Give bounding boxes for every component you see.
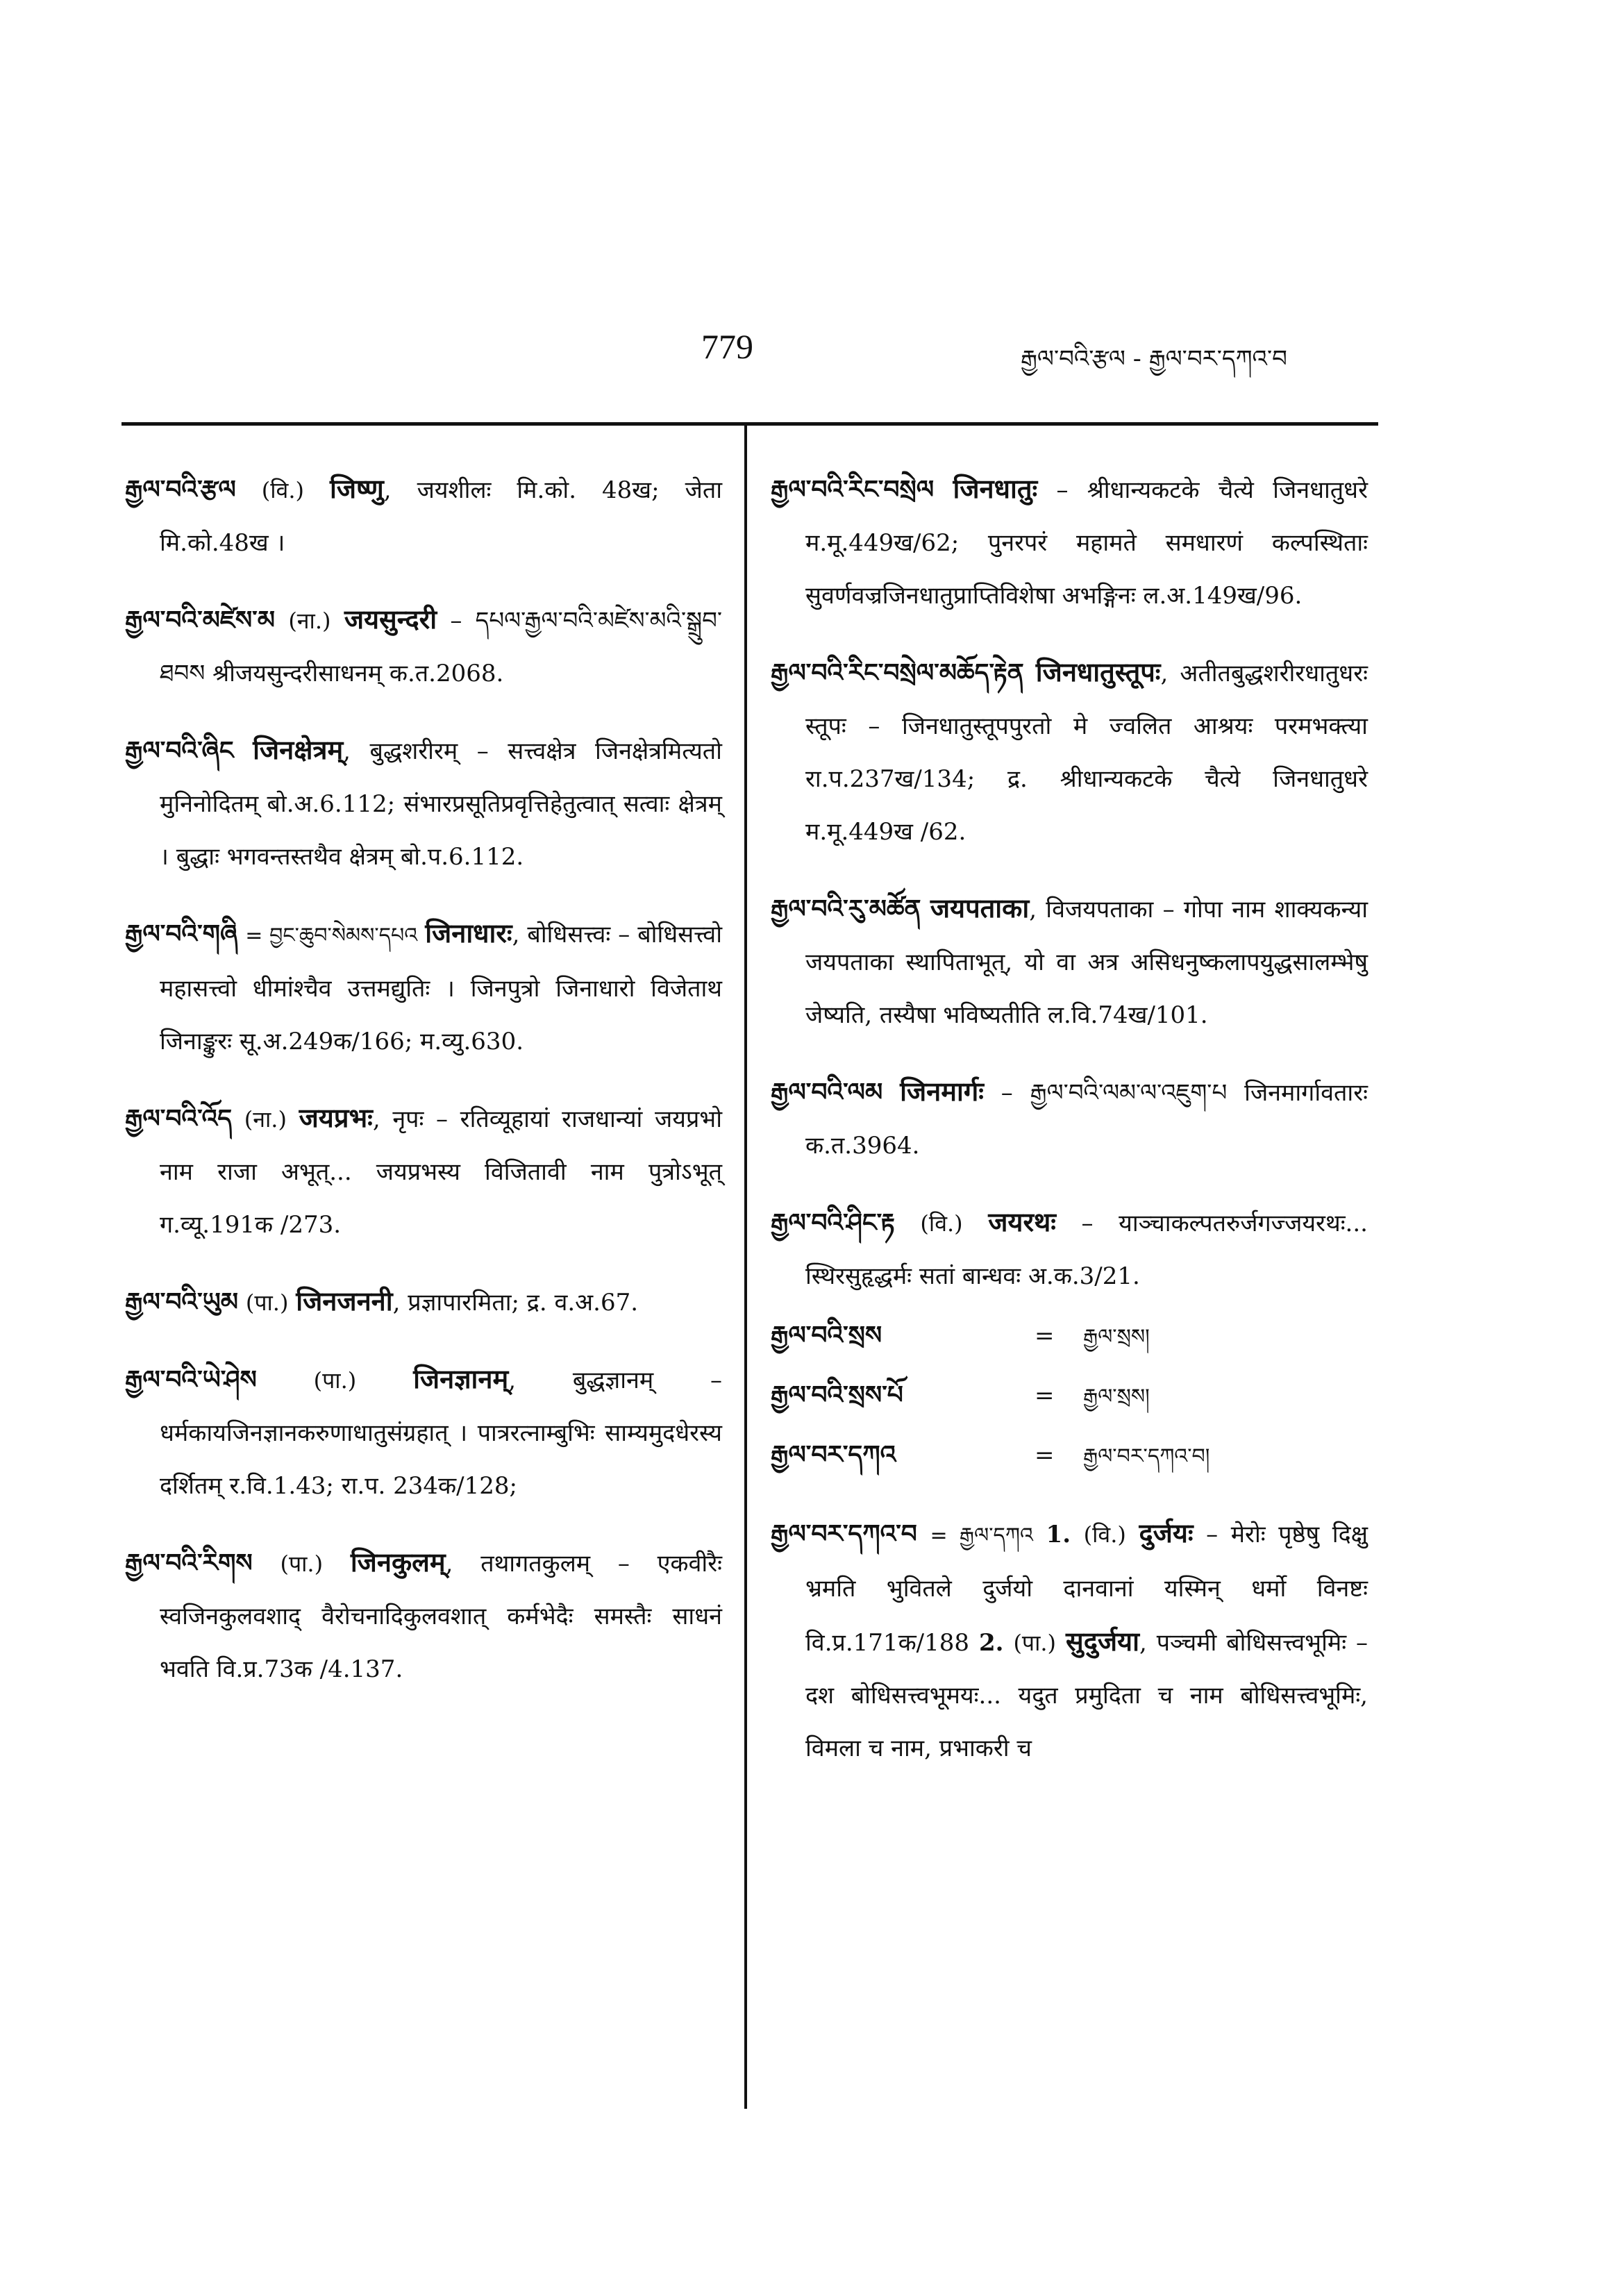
entry-headword: རྒྱལ་བའི་ཞིང [125,737,234,765]
entry-equivalent: जिनकुलम् [350,1546,446,1578]
entry-headword: རྒྱལ་བའི་ཡུམ [125,1288,239,1317]
entry-body: – དཔལ་རྒྱལ་བའི་མཛེས་མའི་སྒྲུབ་ཐབས श्रीजयसुन्दरीसाधनम् क.त.2068. [160,607,722,687]
sense-number: 1. [1046,1521,1071,1548]
entry-body: – याञ्चाकल्पतरुर्जगज्जयरथः... स्थिरसुहृद्धर्मः सतां बान्धवः अ.क.3/21. [805,1210,1368,1290]
entry-tag: (ना.) [288,608,331,634]
xref-target: རྒྱལ་བར་དཀའ་བ། [1083,1444,1210,1469]
entry-headword: རྒྱལ་བའི་འོད [125,1105,233,1133]
entry-equivalent: जयरथः [988,1206,1056,1237]
sense-tag: (पा.) [1013,1630,1057,1656]
xref-target: རྒྱལ་སྲས། [1083,1385,1150,1409]
entry-body: , तथागतकुलम् – एकवीरैः स्वजिनकुलवशाद् वैरोचनादिकुलवशात् कर्मभेदैः समस्तैः साधनं भवति वि.प्र.73क /4.137. [160,1550,723,1683]
xref-headword: རྒྱལ་བར་དཀའ [771,1441,896,1469]
entry-equivalent: जयसुन्दरी [344,603,437,635]
dictionary-entry [125,1092,722,1251]
xref-headword: རྒྱལ་བའི་སྲས་པོ [771,1381,903,1410]
sense-equivalent: दुर्जयः [1139,1517,1194,1548]
header-rule [122,422,1378,426]
entry-equivalent: जयप्रभः [299,1102,373,1133]
entry-equivalent: जिनधातुस्तूपः [1035,656,1161,687]
entry-equivalent: जिनधातुः [953,473,1038,504]
entry-equivalent: जिनजननी [296,1285,393,1317]
dictionary-entry [771,646,1368,858]
dictionary-entry [125,1275,722,1329]
entry-body: , नृपः – रतिव्यूहायां राजधान्यां जयप्रभो नाम राजा अभूत्... जयप्रभस्य विजितावी नाम पुत्रोऽभूत् ग.व्यू.191क /273. [160,1105,723,1239]
entry-headword: རྒྱལ་བའི་ལམ [771,1078,883,1107]
entry-tag: (वि.) [261,477,304,503]
dictionary-entry [125,462,722,569]
column-divider [744,425,747,2109]
dictionary-entry [771,1065,1368,1172]
right-column [771,439,1368,1782]
xref-symbol: = [1035,1382,1055,1410]
entry-equivalent: जिनाधारः [425,917,512,949]
page-number: 779 [701,327,753,366]
entry-equivalent: जिनज्ञानम् [413,1363,509,1394]
sense-body: – मेरोः पृष्ठेषु दिक्षु भ्रमति भुवितले दुर्जयो दानवानां यस्मिन् धर्मो विनष्टः वि.प्र.171क/188 [805,1521,1368,1657]
entry-tag: (वि.) [920,1210,963,1237]
entry-headword: རྒྱལ་བའི་རྩལ [125,476,236,504]
entry-body: , विजयपताका – गोपा नाम शाक्यकन्या जयपताका स्थापिताभूत्, यो वा अत्र असिधनुष्कलापयुद्धसालम्भेषु जेष्यति, तस्यैषा भविष्यतीति ल.वि.74ख/101. [805,896,1368,1029]
entry-body: – རྒྱལ་བའི་ལམ་ལ་འཇུག་པ जिनमार्गावतारः क.त.3964. [805,1079,1368,1160]
xref-target: རྒྱལ་སྲས། [1083,1325,1150,1349]
dictionary-entry [125,907,722,1068]
sense-number: 2. [978,1629,1004,1657]
entry-headword: རྒྱལ་བའི་མཛེས་མ [125,606,276,635]
entry-headword: རྒྱལ་བའི་རིང་བསྲེལ་མཆོད་རྟེན [771,659,1024,687]
entry-body: – श्रीधान्यकटके चैत्ये जिनधातुधरे म.मू.449ख/62; पुनरपरं महामते समधारणं कल्पस्थिताः सुवर्णवज्रजिनधातुप्राप्तिविशेषा अभङ्गिनः ल.अ.149ख/96. [805,476,1368,610]
dictionary-entry [125,724,722,883]
entry-body: , अतीतबुद्धशरीरधातुधरः स्तूपः – जिनधातुस्तूपपुरतो मे ज्वलित आश्रयः परमभक्त्या रा.प.237ख/134; द्र. श्रीधान्यकटके चैत्ये जिनधातुधरे म.मू.449ख /62. [805,660,1368,846]
sense-equivalent: सुदुर्जया [1066,1626,1139,1657]
cross-reference [771,1429,1368,1483]
entry-equivalent: जिनक्षेत्रम् [253,734,344,765]
xref-symbol: = [1035,1442,1055,1469]
left-column [125,439,722,1703]
running-head: རྒྱལ་བའི་རྩལ - རྒྱལ་བར་དཀའ་བ [1021,345,1287,373]
sense-body: , पञ्चमी बोधिसत्त्वभूमिः – दश बोधिसत्त्वभूमयः... यदुत प्रमुदिता च नाम बोधिसत्त्वभूमिः, विमला च नाम, प्रभाकरी च [805,1629,1368,1762]
dictionary-entry [125,593,722,700]
entry-tag: = རྒྱལ་དཀའ [930,1523,1033,1548]
entry-headword: རྒྱལ་བའི་རུ་མཚོན [771,895,921,924]
entry-body: , बुद्धज्ञानम् – धर्मकायजिनज्ञानकरुणाधातुसंग्रहात् । पात्ररत्नाम्बुभिः साम्यमुदधेरस्य दर्शितम् र.वि.1.43; रा.प. 234क/128; [160,1367,723,1500]
dictionary-entry [771,882,1368,1042]
entry-headword: རྒྱལ་བའི་རིགས [125,1549,253,1578]
dictionary-entry [125,1536,722,1696]
dictionary-entry [771,462,1368,622]
entry-body: , प्रज्ञापारमिता; द्र. व.अ.67. [392,1289,639,1317]
dictionary-entry [771,1507,1368,1775]
dictionary-entry [771,1196,1368,1303]
cross-reference [771,1310,1368,1364]
entry-equivalent: जयपताका [930,892,1030,924]
entry-equivalent: जिनमार्गः [900,1076,984,1107]
entry-tag: (ना.) [244,1106,287,1133]
entry-headword: རྒྱལ་བའི་ཤིང་རྟ [771,1209,895,1237]
entry-headword: རྒྱལ་བའི་རིང་བསྲེལ [771,476,935,504]
entry-headword: རྒྱལ་བར་དཀའ་བ [771,1520,917,1548]
entry-body: , बोधिसत्त्वः – बोधिसत्त्वो महासत्त्वो धीमांश्चैव उत्तमद्युतिः । जिनपुत्रो जिनाधारो विजेताथ जिनाङ्कुरः सू.अ.249क/166; म.व्यु.630. [160,921,722,1055]
entry-body: , जयशीलः मि.को. 48ख; जेता मि.को.48ख । [160,476,722,557]
entry-tag: (पा.) [280,1551,324,1577]
entry-headword: རྒྱལ་བའི་གཞི [125,920,238,949]
entry-tag: = བྱང་ཆུབ་སེམས་དཔའ [245,924,418,948]
entry-headword: རྒྱལ་བའི་ཡེ་ཤེས [125,1366,257,1394]
sense-tag: (वि.) [1083,1521,1126,1548]
xref-headword: རྒྱལ་བའི་སྲས [771,1321,882,1350]
entry-equivalent: जिष्णु [330,473,384,504]
xref-symbol: = [1035,1322,1055,1350]
entry-body: , बुद्धशरीरम् – सत्त्वक्षेत्र जिनक्षेत्रमित्यतो मुनिनोदितम् बो.अ.6.112; संभारप्रसूतिप्रवृत्तिहेतुत्वात् सत्वाः क्षेत्रम् । बुद्धाः भगवन्तस्तथैव क्षेत्रम् बो.प.6.112. [160,737,722,871]
entry-tag: (पा.) [245,1289,289,1316]
entry-tag: (पा.) [313,1367,357,1394]
dictionary-entry [125,1353,722,1512]
cross-reference [771,1369,1368,1423]
